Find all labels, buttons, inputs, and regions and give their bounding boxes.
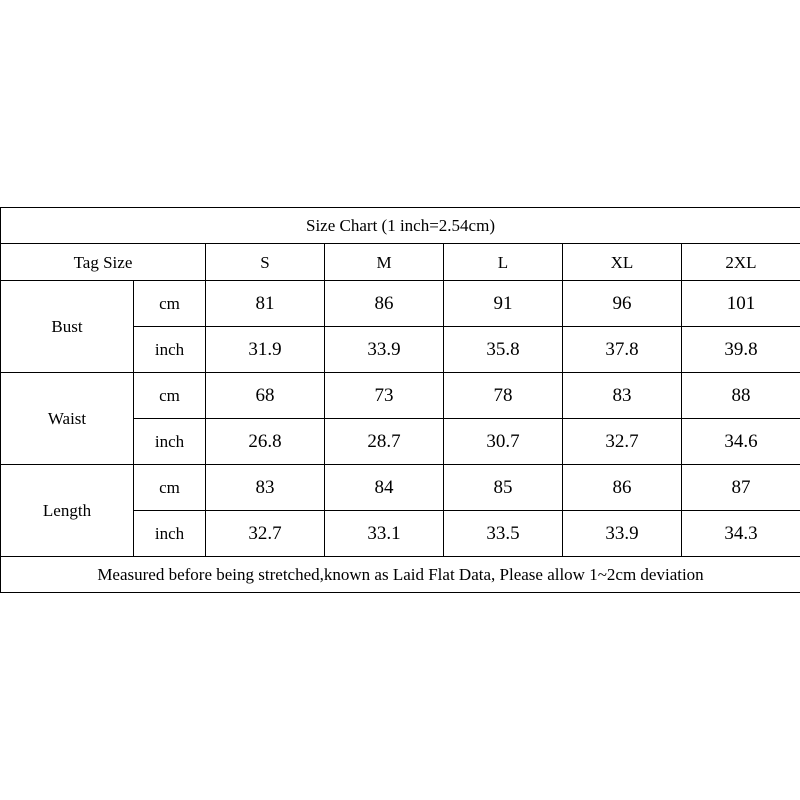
table-row: [1, 281, 800, 327]
table-row: [1, 373, 800, 419]
size-header-2xl: 2XL: [682, 244, 800, 281]
table-cell: 28.7: [325, 419, 444, 465]
size-header-m: M: [325, 244, 444, 281]
table-cell: 83: [206, 465, 325, 511]
measure-label-bust: Bust: [1, 281, 134, 373]
table-cell: 101: [682, 281, 800, 327]
table-cell: 85: [444, 465, 563, 511]
table-cell: 33.9: [563, 511, 682, 557]
table-cell: 34.6: [682, 419, 800, 465]
unit-label-cm: cm: [134, 373, 206, 419]
table-cell: 26.8: [206, 419, 325, 465]
table-cell: 88: [682, 373, 800, 419]
unit-label-inch: inch: [134, 511, 206, 557]
table-cell: 87: [682, 465, 800, 511]
table-cell: 81: [206, 281, 325, 327]
footer-note: Measured before being stretched,known as Laid Flat Data, Please allow 1~2cm deviation: [1, 557, 800, 593]
size-header-l: L: [444, 244, 563, 281]
size-header-xl: XL: [563, 244, 682, 281]
chart-title: Size Chart (1 inch=2.54cm): [1, 208, 800, 244]
table-cell: 83: [563, 373, 682, 419]
measure-label-length: Length: [1, 465, 134, 557]
table-cell: 33.1: [325, 511, 444, 557]
table-cell: 96: [563, 281, 682, 327]
unit-label-cm: cm: [134, 465, 206, 511]
table-cell: 30.7: [444, 419, 563, 465]
table-row: [1, 465, 800, 511]
table-cell: 86: [325, 281, 444, 327]
unit-label-cm: cm: [134, 281, 206, 327]
table-cell: 78: [444, 373, 563, 419]
table-cell: 34.3: [682, 511, 800, 557]
table-cell: 68: [206, 373, 325, 419]
table-cell: 73: [325, 373, 444, 419]
measure-label-waist: Waist: [1, 373, 134, 465]
table-cell: 86: [563, 465, 682, 511]
table-cell: 32.7: [563, 419, 682, 465]
unit-label-inch: inch: [134, 327, 206, 373]
table-cell: 33.9: [325, 327, 444, 373]
table-cell: 91: [444, 281, 563, 327]
unit-label-inch: inch: [134, 419, 206, 465]
tag-size-header: Tag Size: [1, 244, 206, 281]
table-cell: 31.9: [206, 327, 325, 373]
table-cell: 84: [325, 465, 444, 511]
table-cell: 32.7: [206, 511, 325, 557]
table-cell: 37.8: [563, 327, 682, 373]
table-cell: 39.8: [682, 327, 800, 373]
size-chart-table: [0, 207, 800, 593]
table-cell: 35.8: [444, 327, 563, 373]
size-header-s: S: [206, 244, 325, 281]
table-cell: 33.5: [444, 511, 563, 557]
